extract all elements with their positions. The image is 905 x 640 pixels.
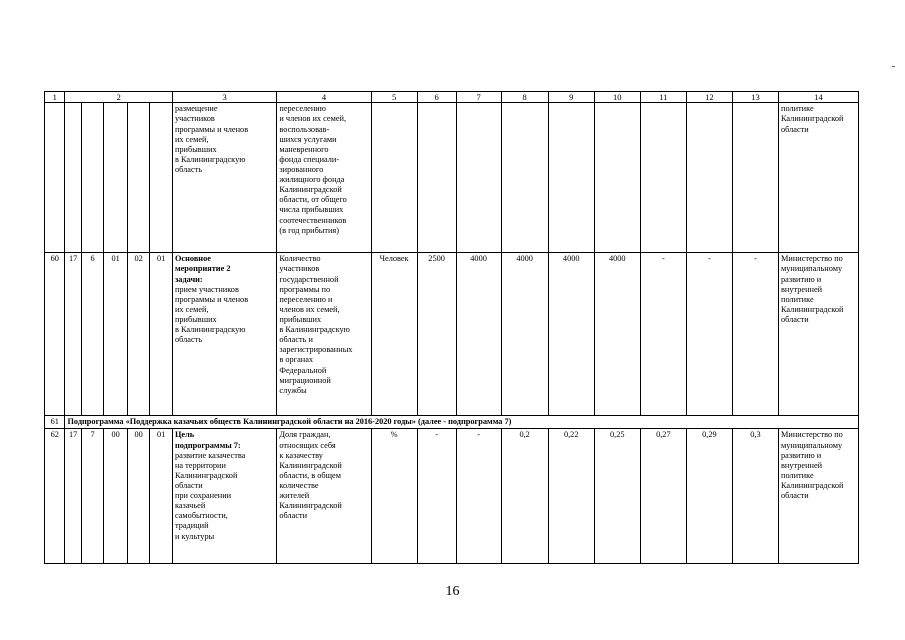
row-number: 61 bbox=[45, 416, 65, 429]
unit-cell: % bbox=[371, 429, 417, 564]
activity-cell: Основное мероприятие 2 задачи: прием участников программы и членов их семей, прибывших в Калининградскую область bbox=[172, 253, 276, 416]
header-col-11: 11 bbox=[640, 92, 686, 103]
header-col-5: 5 bbox=[371, 92, 417, 103]
header-col-13: 13 bbox=[732, 92, 778, 103]
code-cell: 6 bbox=[81, 253, 104, 416]
value-cell: 0,2 bbox=[501, 429, 548, 564]
code-cell: 01 bbox=[150, 253, 173, 416]
header-col-7: 7 bbox=[456, 92, 501, 103]
header-row bbox=[45, 92, 859, 103]
cont-responsible-cell: политике Калининградской области bbox=[779, 103, 859, 253]
code-cell: 01 bbox=[104, 253, 128, 416]
header-col-9: 9 bbox=[548, 92, 594, 103]
code-cell: 01 bbox=[150, 429, 173, 564]
value-cell: 2500 bbox=[417, 253, 456, 416]
subprogram-title: Подпрограмма «Поддержка казачьих обществ Калининградской области на 2016-2020 годы» (далее - подпрограмма 7) bbox=[65, 416, 859, 429]
header-col-4: 4 bbox=[277, 92, 371, 103]
value-cell: - bbox=[686, 253, 732, 416]
value-cell: - bbox=[732, 253, 778, 416]
table-row-62 bbox=[45, 429, 859, 564]
table-row-61 bbox=[45, 416, 859, 429]
value-cell: 0,29 bbox=[686, 429, 732, 564]
value-cell: 0,25 bbox=[594, 429, 640, 564]
value-cell: - bbox=[417, 429, 456, 564]
code-cell: 17 bbox=[65, 253, 81, 416]
header-col-10: 10 bbox=[594, 92, 640, 103]
header-col-3: 3 bbox=[172, 92, 276, 103]
cont-indicator-cell: переселению и членов их семей, воспользовав- шихся услугами маневренного фонда специали- зированного жилищного фонда Калининградской области, от общего числа прибывших соотечественников (в год прибытия) bbox=[277, 103, 371, 253]
header-col-14: 14 bbox=[779, 92, 859, 103]
indicator-cell: Количество участников государственной программы по переселению и членов их семей, прибывших в Калининградскую область и зарегистрированных в органах Федеральной миграционной службы bbox=[277, 253, 371, 416]
value-cell: 4000 bbox=[594, 253, 640, 416]
header-col-8: 8 bbox=[501, 92, 548, 103]
value-cell: - bbox=[640, 253, 686, 416]
cont-activity-cell: размещение участников программы и членов их семей, прибывших в Калининградскую область bbox=[172, 103, 276, 253]
scan-speck bbox=[892, 66, 895, 67]
row-number: 62 bbox=[45, 429, 65, 564]
page-number: 16 bbox=[445, 584, 460, 599]
code-cell: 00 bbox=[127, 429, 150, 564]
header-col-12: 12 bbox=[686, 92, 732, 103]
header-col-2: 2 bbox=[65, 92, 173, 103]
responsible-cell: Министерство по муниципальному развитию и внутренней политике Калининградской области bbox=[779, 429, 859, 564]
value-cell: 4000 bbox=[548, 253, 594, 416]
indicators-table bbox=[44, 91, 859, 564]
header-col-1: 1 bbox=[45, 92, 65, 103]
indicator-cell: Доля граждан, относящих себя к казачеству Калининградской области, в общем количестве жителей Калининградской области bbox=[277, 429, 371, 564]
header-col-6: 6 bbox=[417, 92, 456, 103]
value-cell: 4000 bbox=[501, 253, 548, 416]
value-cell: 0,27 bbox=[640, 429, 686, 564]
value-cell: - bbox=[456, 429, 501, 564]
code-cell: 02 bbox=[127, 253, 150, 416]
unit-cell: Человек bbox=[371, 253, 417, 416]
code-cell: 00 bbox=[104, 429, 128, 564]
row-number: 60 bbox=[45, 253, 65, 416]
table-row-continued bbox=[45, 103, 859, 253]
value-cell: 0,22 bbox=[548, 429, 594, 564]
activity-cell: Цель подпрограммы 7: развитие казачества на территории Калининградской области при сохранении казачьей самобытности, традиций и культуры bbox=[172, 429, 276, 564]
code-cell: 7 bbox=[81, 429, 104, 564]
code-cell: 17 bbox=[65, 429, 81, 564]
value-cell: 0,3 bbox=[732, 429, 778, 564]
value-cell: 4000 bbox=[456, 253, 501, 416]
responsible-cell: Министерство по муниципальному развитию и внутренней политике Калининградской области bbox=[779, 253, 859, 416]
table-row-60 bbox=[45, 253, 859, 416]
